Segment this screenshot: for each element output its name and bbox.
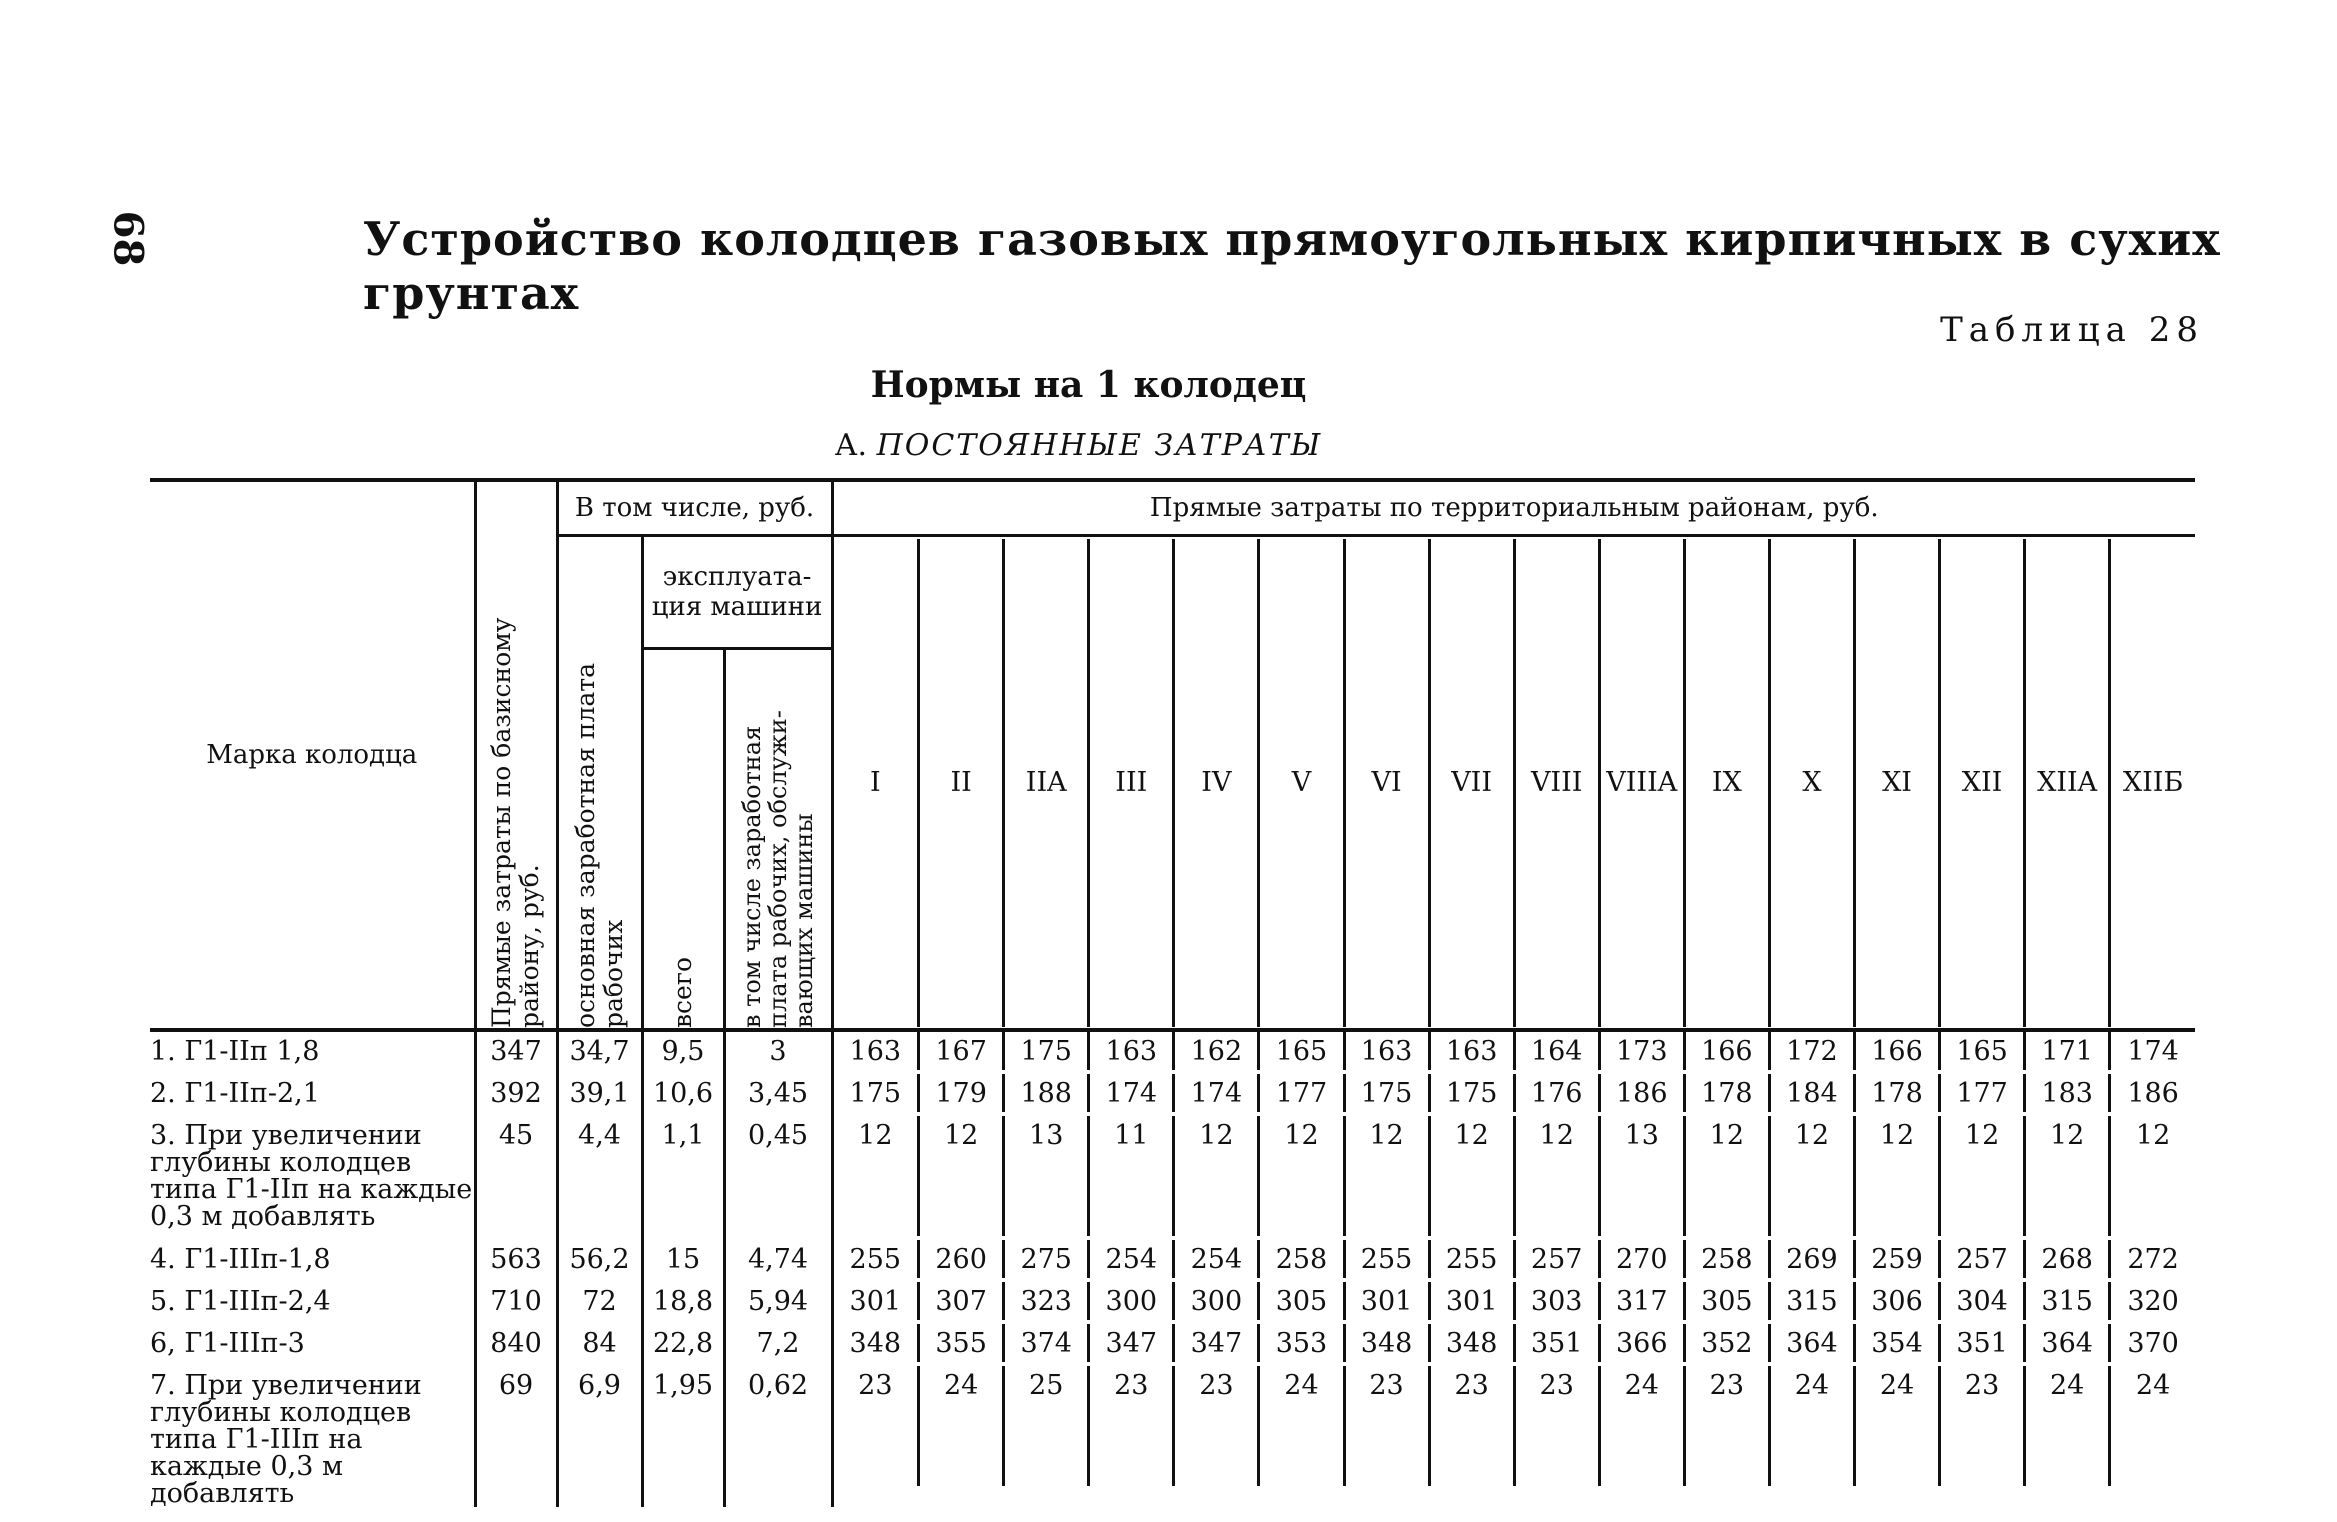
row-wage: 84 (557, 1324, 642, 1366)
header-region-0: I (869, 767, 881, 798)
header-region-13: XII (1940, 539, 2025, 1027)
row-machine-wage: 4,74 (724, 1240, 832, 1282)
section-prefix: А. (834, 428, 868, 463)
row-region-value: 24 (2110, 1366, 2195, 1486)
row-region-value: 25 (1004, 1366, 1089, 1486)
row-region-value: 348 (1429, 1324, 1514, 1362)
row-region-value: 12 (1684, 1116, 1769, 1236)
row-region-value: 12 (2110, 1116, 2195, 1236)
row-region-value: 13 (1004, 1116, 1089, 1236)
header-exploit-label: эксплуата-ция машини (651, 562, 823, 622)
row-wage: 4,4 (557, 1116, 642, 1240)
row-regions (832, 1366, 2195, 1507)
header-region-14: XIIA (2025, 539, 2110, 1027)
row-region-value: 183 (2025, 1074, 2110, 1112)
row-region-value: 12 (1514, 1116, 1599, 1236)
row-region-value: 270 (1599, 1240, 1684, 1278)
row-region-value: 166 (1854, 1032, 1939, 1070)
row-region-value: 177 (1940, 1074, 2025, 1112)
row-machine-wage: 7,2 (724, 1324, 832, 1366)
row-regions (832, 1116, 2195, 1240)
row-base: 45 (475, 1116, 557, 1240)
table-row (150, 1324, 2195, 1366)
row-region-value: 174 (2110, 1032, 2195, 1070)
row-region-value: 163 (1429, 1032, 1514, 1070)
row-region-value: 258 (1684, 1240, 1769, 1278)
row-regions (832, 1240, 2195, 1282)
norms-heading: Нормы на 1 колодец (870, 364, 1307, 406)
header-region-1: II (919, 539, 1004, 1027)
header-region-11: X (1769, 539, 1854, 1027)
row-regions (832, 1282, 2195, 1324)
norms-table (150, 478, 2195, 1507)
row-wage: 39,1 (557, 1074, 642, 1116)
row-region-value: 303 (1514, 1282, 1599, 1320)
row-region-value: 307 (919, 1282, 1004, 1320)
row-region-value: 175 (1429, 1074, 1514, 1112)
row-machine-wage: 3,45 (724, 1074, 832, 1116)
header-regions (832, 536, 2195, 1031)
row-region-value: 301 (1429, 1282, 1514, 1320)
row-region-value: 23 (1429, 1366, 1514, 1486)
row-region-value: 348 (1344, 1324, 1429, 1362)
header-base (475, 480, 557, 1030)
row-region-value: 163 (849, 1036, 902, 1067)
row-region-value: 12 (1769, 1116, 1854, 1236)
row-region-value: 24 (1769, 1366, 1854, 1486)
row-region-value: 174 (1089, 1074, 1174, 1112)
row-region-value: 366 (1599, 1324, 1684, 1362)
row-region-value: 351 (1940, 1324, 2025, 1362)
row-base: 563 (475, 1240, 557, 1282)
row-region-value: 23 (1174, 1366, 1259, 1486)
row-region-value: 306 (1854, 1282, 1939, 1320)
row-region-value: 320 (2110, 1282, 2195, 1320)
row-region-value: 355 (919, 1324, 1004, 1362)
header-total (642, 649, 724, 1031)
row-region-value: 352 (1684, 1324, 1769, 1362)
row-region-value: 176 (1514, 1074, 1599, 1112)
row-machine-wage: 0,45 (724, 1116, 832, 1240)
row-region-value: 254 (1089, 1240, 1174, 1278)
row-region-value: 275 (1004, 1240, 1089, 1278)
row-region-value: 173 (1599, 1032, 1684, 1070)
row-base: 710 (475, 1282, 557, 1324)
row-region-value: 315 (1769, 1282, 1854, 1320)
row-machine-wage: 3 (724, 1030, 832, 1074)
row-region-value: 260 (919, 1240, 1004, 1278)
header-wage (557, 536, 642, 1031)
row-region-value: 300 (1089, 1282, 1174, 1320)
row-region-value: 24 (1854, 1366, 1939, 1486)
row-region-value: 304 (1940, 1282, 2025, 1320)
row-region-value: 12 (2025, 1116, 2110, 1236)
row-region-value: 257 (1940, 1240, 2025, 1278)
row-wage: 56,2 (557, 1240, 642, 1282)
row-base: 69 (475, 1366, 557, 1507)
header-mark-label: Марка колодца (206, 740, 418, 770)
row-total: 10,6 (642, 1074, 724, 1116)
row-region-value: 354 (1854, 1324, 1939, 1362)
row-region-value: 257 (1514, 1240, 1599, 1278)
row-region-value: 165 (1259, 1032, 1344, 1070)
row-region-value: 188 (1004, 1074, 1089, 1112)
table-row (150, 1116, 2195, 1240)
header-region-10: IX (1684, 539, 1769, 1027)
row-mark: 4. Г1-IIIп-1,8 (150, 1244, 331, 1275)
header-region-6: VI (1344, 539, 1429, 1027)
row-region-value: 370 (2110, 1324, 2195, 1362)
row-region-value: 23 (1344, 1366, 1429, 1486)
row-region-value: 364 (1769, 1324, 1854, 1362)
row-machine-wage: 0,62 (724, 1366, 832, 1507)
row-region-value: 12 (1259, 1116, 1344, 1236)
row-region-value: 272 (2110, 1240, 2195, 1278)
header-region-3: III (1089, 539, 1174, 1027)
row-total: 1,1 (642, 1116, 724, 1240)
row-region-value: 179 (919, 1074, 1004, 1112)
row-region-value: 12 (1940, 1116, 2025, 1236)
row-region-value: 175 (1004, 1032, 1089, 1070)
page-number: 68 (104, 210, 152, 267)
row-region-value: 24 (919, 1366, 1004, 1486)
row-region-value: 178 (1684, 1074, 1769, 1112)
row-region-value: 364 (2025, 1324, 2110, 1362)
section-heading (0, 428, 2337, 463)
row-region-value: 347 (1174, 1324, 1259, 1362)
row-region-value: 186 (2110, 1074, 2195, 1112)
row-base: 840 (475, 1324, 557, 1366)
row-region-value: 305 (1684, 1282, 1769, 1320)
row-machine-wage: 5,94 (724, 1282, 832, 1324)
row-region-value: 178 (1854, 1074, 1939, 1112)
row-region-value: 12 (1429, 1116, 1514, 1236)
row-region-value: 166 (1684, 1032, 1769, 1070)
row-wage: 72 (557, 1282, 642, 1324)
row-region-value: 348 (849, 1328, 902, 1359)
table-row (150, 1282, 2195, 1324)
row-region-value: 12 (1174, 1116, 1259, 1236)
row-mark: 1. Г1-IIп 1,8 (150, 1036, 320, 1067)
row-region-value: 184 (1769, 1074, 1854, 1112)
row-region-value: 186 (1599, 1074, 1684, 1112)
row-region-value: 164 (1514, 1032, 1599, 1070)
row-region-value: 24 (2025, 1366, 2110, 1486)
header-incl (557, 480, 832, 536)
row-region-value: 24 (1259, 1366, 1344, 1486)
row-region-value: 374 (1004, 1324, 1089, 1362)
table-row (150, 1030, 2195, 1074)
row-regions (832, 1074, 2195, 1116)
row-region-value: 305 (1259, 1282, 1344, 1320)
row-region-value: 255 (1429, 1240, 1514, 1278)
row-region-value: 11 (1089, 1116, 1174, 1236)
row-region-value: 301 (1344, 1282, 1429, 1320)
header-regions-title-label: Прямые затраты по территориальным районам, руб. (1149, 493, 1879, 523)
row-mark: 6, Г1-IIIп-3 (150, 1328, 305, 1359)
table-number: Таблица 28 (1940, 310, 2204, 350)
header-region-8: VIII (1514, 539, 1599, 1027)
table-row (150, 1240, 2195, 1282)
row-region-value: 255 (849, 1244, 902, 1275)
row-region-value: 315 (2025, 1282, 2110, 1320)
row-region-value: 23 (1089, 1366, 1174, 1486)
row-base: 392 (475, 1074, 557, 1116)
row-region-value: 12 (1344, 1116, 1429, 1236)
section-title: ПОСТОЯННЫЕ ЗАТРАТЫ (876, 428, 1323, 463)
row-region-value: 268 (2025, 1240, 2110, 1278)
row-region-value: 300 (1174, 1282, 1259, 1320)
row-region-value: 258 (1259, 1240, 1344, 1278)
header-region-15: XIIБ (2110, 539, 2195, 1027)
row-region-value: 323 (1004, 1282, 1089, 1320)
row-region-value: 177 (1259, 1074, 1344, 1112)
header-incl-wage-label: в том числе заработная плата рабочих, обслужи-вающих машины (738, 710, 819, 1028)
row-mark: 7. При увеличении глубины колодцев типа Г1-IIIп на каждые 0,3 м добавлять (150, 1370, 422, 1509)
header-regions-title (832, 480, 2195, 536)
table-row (150, 1074, 2195, 1116)
row-region-value: 175 (849, 1078, 902, 1109)
header-wage-label: основная заработная плата рабочих (570, 663, 628, 1028)
row-region-value: 24 (1599, 1366, 1684, 1486)
header-base-label: Прямые затраты по базисному району, руб. (487, 617, 544, 1028)
row-region-value: 254 (1174, 1240, 1259, 1278)
row-mark: 3. При увеличении глубины колодцев типа Г1-IIп на каждые 0,3 м добавлять (150, 1120, 473, 1232)
row-mark: 2. Г1-IIп-2,1 (150, 1078, 320, 1109)
row-mark: 5. Г1-IIIп-2,4 (150, 1286, 331, 1317)
row-region-value: 259 (1854, 1240, 1939, 1278)
row-region-value: 172 (1769, 1032, 1854, 1070)
header-total-label: всего (668, 956, 697, 1028)
header-incl-label: В том числе, руб. (574, 493, 815, 523)
row-region-value: 163 (1344, 1032, 1429, 1070)
header-region-9: VIIIA (1599, 539, 1684, 1027)
header-region-7: VII (1429, 539, 1514, 1027)
row-wage: 34,7 (557, 1030, 642, 1074)
header-region-2: IIA (1004, 539, 1089, 1027)
row-region-value: 255 (1344, 1240, 1429, 1278)
row-region-value: 23 (1514, 1366, 1599, 1486)
row-total: 22,8 (642, 1324, 724, 1366)
row-region-value: 23 (1684, 1366, 1769, 1486)
row-region-value: 163 (1089, 1032, 1174, 1070)
row-total: 15 (642, 1240, 724, 1282)
header-region-5: V (1259, 539, 1344, 1027)
row-region-value: 269 (1769, 1240, 1854, 1278)
row-region-value: 317 (1599, 1282, 1684, 1320)
row-base: 347 (475, 1030, 557, 1074)
row-total: 18,8 (642, 1282, 724, 1324)
row-regions (832, 1030, 2195, 1074)
row-region-value: 162 (1174, 1032, 1259, 1070)
row-region-value: 23 (858, 1370, 893, 1401)
row-region-value: 351 (1514, 1324, 1599, 1362)
row-region-value: 12 (919, 1116, 1004, 1236)
page-title: Устройство колодцев газовых прямоугольных кирпичных в сухих грунтах (363, 212, 2221, 320)
row-region-value: 167 (919, 1032, 1004, 1070)
row-region-value: 301 (849, 1286, 902, 1317)
row-regions (832, 1324, 2195, 1366)
row-region-value: 12 (858, 1120, 893, 1151)
header-incl-wage (724, 649, 832, 1031)
row-region-value: 23 (1940, 1366, 2025, 1486)
row-region-value: 165 (1940, 1032, 2025, 1070)
header-mark (150, 480, 475, 1030)
row-region-value: 13 (1599, 1116, 1684, 1236)
row-total: 9,5 (642, 1030, 724, 1074)
row-wage: 6,9 (557, 1366, 642, 1507)
row-region-value: 353 (1259, 1324, 1344, 1362)
header-region-4: IV (1174, 539, 1259, 1027)
row-region-value: 175 (1344, 1074, 1429, 1112)
row-region-value: 347 (1089, 1324, 1174, 1362)
row-region-value: 12 (1854, 1116, 1939, 1236)
header-region-12: XI (1854, 539, 1939, 1027)
row-total: 1,95 (642, 1366, 724, 1507)
header-exploit (642, 536, 832, 649)
table-row (150, 1366, 2195, 1507)
row-region-value: 171 (2025, 1032, 2110, 1070)
row-region-value: 174 (1174, 1074, 1259, 1112)
